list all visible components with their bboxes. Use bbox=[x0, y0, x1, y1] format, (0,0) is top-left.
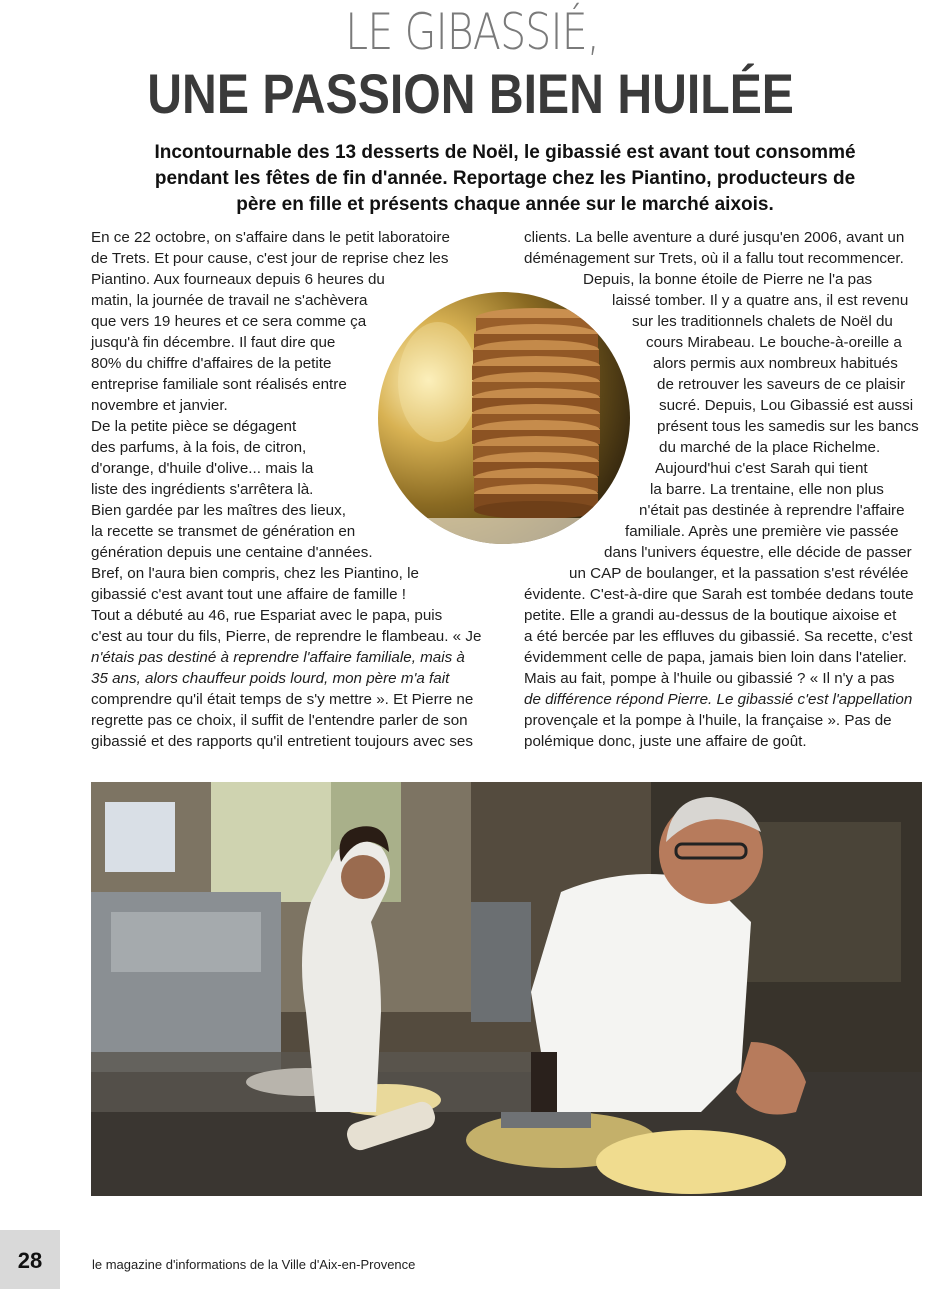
right-line-quote: de différence répond Pierre. Le gibassié c'est l'appellation bbox=[524, 691, 913, 708]
right-line: polémique donc, juste une affaire de goût. bbox=[524, 733, 807, 750]
right-line: sucré. Depuis, Lou Gibassié est aussi bbox=[659, 397, 914, 414]
left-line: Piantino. Aux fourneaux depuis 6 heures du bbox=[91, 271, 385, 288]
right-line: n'était pas destinée à reprendre l'affaire bbox=[639, 502, 905, 519]
right-line: présent tous les samedis sur les bancs bbox=[657, 418, 919, 435]
right-line: petite. Elle a grandi au-dessus de la boutique aixoise et bbox=[524, 607, 897, 624]
right-line: dans l'univers équestre, elle décide de passer bbox=[604, 544, 912, 561]
left-line: matin, la journée de travail ne s'achèvera bbox=[91, 292, 368, 309]
gibassie-stack-illustration bbox=[378, 292, 630, 544]
right-line: clients. La belle aventure a duré jusqu'en 2006, avant un bbox=[524, 229, 905, 246]
left-line: de Trets. Et pour cause, c'est jour de reprise chez les bbox=[91, 250, 449, 267]
right-line: la barre. La trentaine, elle non plus bbox=[650, 481, 884, 498]
right-line: évidente. C'est-à-dire que Sarah est tombée dedans toute bbox=[524, 586, 914, 603]
left-line-quote: 35 ans, alors chauffeur poids lourd, mon père m'a fait bbox=[91, 670, 450, 687]
magazine-footer-text: le magazine d'informations de la Ville d'Aix-en-Provence bbox=[92, 1257, 416, 1272]
left-line: gibassié et des rapports qu'il entretient toujours avec ses bbox=[91, 733, 473, 750]
left-line: liste des ingrédients s'arrêtera là. bbox=[91, 481, 314, 498]
left-line: jusqu'à fin décembre. Il faut dire que bbox=[91, 334, 336, 351]
left-line: comprendre qu'il était temps de s'y mettre ». Et Pierre ne bbox=[91, 691, 474, 708]
bakery-scene-illustration bbox=[91, 782, 922, 1196]
left-line: entreprise familiale sont réalisés entre bbox=[91, 376, 347, 393]
article-lede: Incontournable des 13 desserts de Noël, le gibassié est avant tout consommé pendant les fêtes de fin d'année. Reportage chez les Piantino, producteurs de père en fille et présents chaque année sur le marché aixois. bbox=[154, 142, 856, 215]
right-line: un CAP de boulanger, et la passation s'est révélée bbox=[569, 565, 909, 582]
right-line: déménagement sur Trets, où il a fallu tout recommencer. bbox=[524, 250, 904, 267]
left-line: Bien gardée par les maîtres des lieux, bbox=[91, 502, 346, 519]
right-line: Mais au fait, pompe à l'huile ou gibassié ? « Il n'y a pas bbox=[524, 670, 895, 687]
left-line: la recette se transmet de génération en bbox=[91, 523, 356, 540]
right-line: a été bercée par les effluves du gibassié. Sa recette, c'est bbox=[524, 628, 913, 645]
left-line: Tout a débuté au 46, rue Espariat avec le papa, puis bbox=[91, 607, 443, 624]
left-line: 80% du chiffre d'affaires de la petite bbox=[91, 355, 332, 372]
left-line: que vers 19 heures et ce sera comme ça bbox=[91, 313, 367, 330]
left-line: De la petite pièce se dégagent bbox=[91, 418, 297, 435]
right-line: sur les traditionnels chalets de Noël du bbox=[632, 313, 893, 330]
right-line: Aujourd'hui c'est Sarah qui tient bbox=[655, 460, 868, 477]
left-line: novembre et janvier. bbox=[91, 397, 228, 414]
right-line: de retrouver les saveurs de ce plaisir bbox=[657, 376, 906, 393]
right-line: du marché de la place Richelme. bbox=[659, 439, 881, 456]
left-line-quote: n'étais pas destiné à reprendre l'affaire familiale, mais à bbox=[91, 649, 465, 666]
right-line: évidemment celle de papa, jamais bien loin dans l'atelier. bbox=[524, 649, 907, 666]
left-line: des parfums, à la fois, de citron, bbox=[91, 439, 307, 456]
right-line: Depuis, la bonne étoile de Pierre ne l'a pas bbox=[583, 271, 873, 288]
left-line: d'orange, d'huile d'olive... mais la bbox=[91, 460, 314, 477]
right-line: laissé tomber. Il y a quatre ans, il est revenu bbox=[612, 292, 909, 309]
right-line: provençale et la pompe à l'huile, la française ». Pas de bbox=[524, 712, 892, 729]
left-line: Bref, on l'aura bien compris, chez les Piantino, le bbox=[91, 565, 419, 582]
headline-line-2: UNE PASSION BIEN HUILÉE bbox=[147, 62, 794, 125]
page-number: 28 bbox=[17, 1248, 43, 1273]
left-line: En ce 22 octobre, on s'affaire dans le petit laboratoire bbox=[91, 229, 450, 246]
gibassie-stack-photo bbox=[378, 292, 630, 544]
headline-line-1: LE GIBASSIÉ, bbox=[345, 3, 600, 61]
left-line: regrette pas ce choix, il suffit de l'entendre parler de son bbox=[91, 712, 468, 729]
right-line: cours Mirabeau. Le bouche-à-oreille a bbox=[646, 334, 902, 351]
right-line: alors permis aux nombreux habitués bbox=[653, 355, 898, 372]
left-line: génération depuis une centaine d'années. bbox=[91, 544, 373, 561]
right-line: familiale. Après une première vie passée bbox=[625, 523, 899, 540]
bakery-photo bbox=[91, 782, 922, 1196]
left-line: c'est au tour du fils, Pierre, de reprendre le flambeau. « Je bbox=[91, 628, 482, 645]
left-line: gibassié c'est avant tout une affaire de famille ! bbox=[91, 586, 406, 603]
